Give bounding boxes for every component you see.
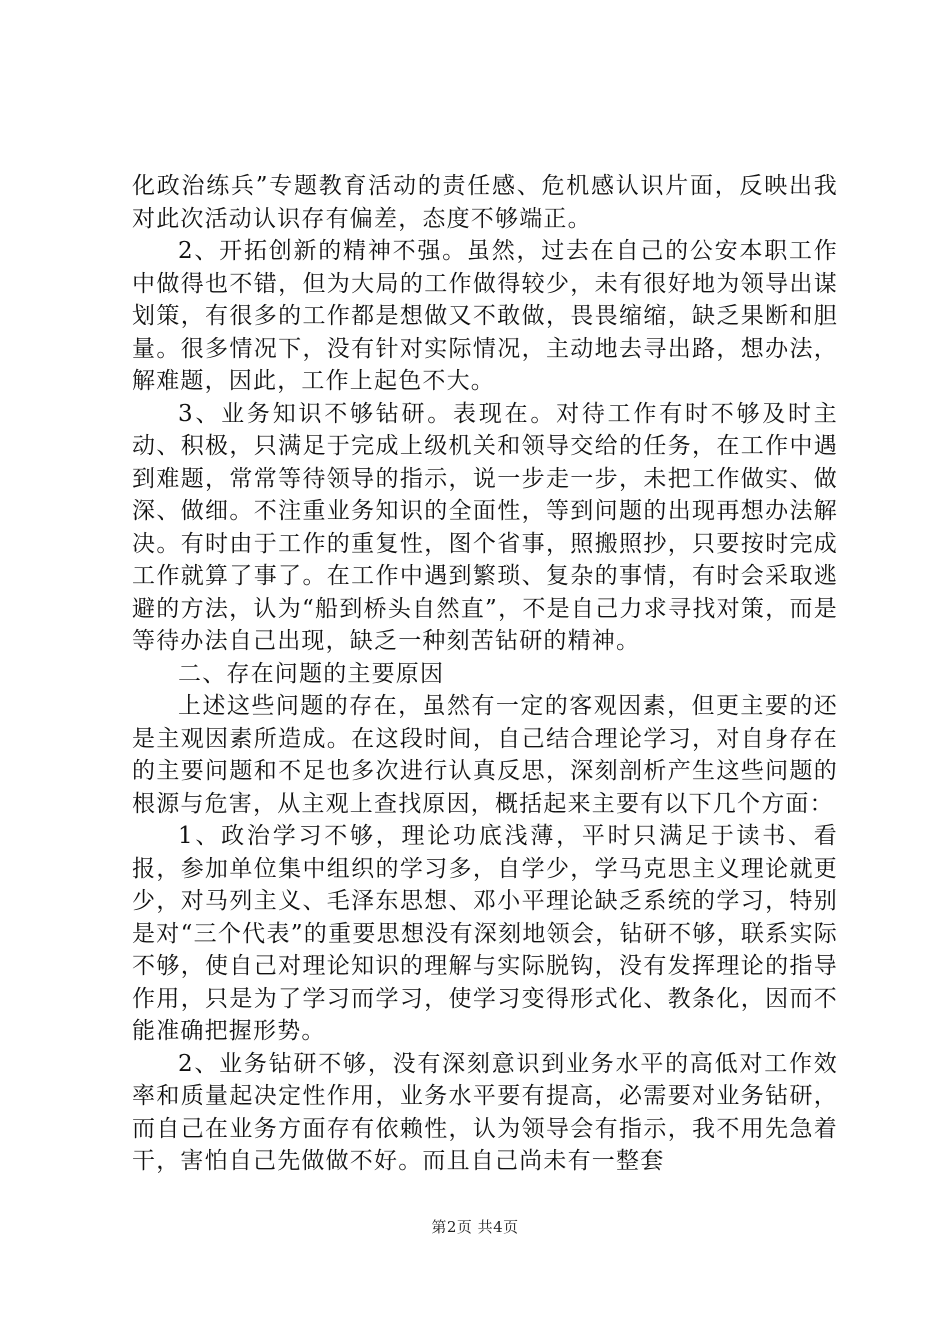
- paragraph-causes-intro: 上述这些问题的存在，虽然有一定的客观因素，但更主要的还是主观因素所造成。在这段时间，自己结合理论学习，对自身存在的主要问题和不足也多次进行认真反思，深刻剖析产生这些问题的根源与危害，从主观上查找原因，概括起来主要有以下几个方面：: [132, 693, 838, 817]
- paragraph-item-3-business-knowledge: 3、业务知识不够钻研。表现在。对待工作有时不够及时主动、积极，只满足于完成上级机关和领导交给的任务，在工作中遇到难题，常常等待领导的指示，说一步走一步，未把工作做实、做深、做细。不注重业务知识的全面性，等到问题的出现再想办法解决。有时由于工作的重复性，图个省事，照搬照抄，只要按时完成工作就算了事了。在工作中遇到繁琐、复杂的事情，有时会采取逃避的方法，认为“船到桥头自然直”，不是自己力求寻找对策，而是等待办法自己出现，缺乏一种刻苦钻研的精神。: [132, 400, 838, 654]
- document-body: [132, 170, 838, 1178]
- paragraph-item-2-innovation: 2、开拓创新的精神不强。虽然，过去在自己的公安本职工作中做得也不错，但为大局的工作做得较少，未有很好地为领导出谋划策，有很多的工作都是想做又不敢做，畏畏缩缩，缺乏果断和胆量。很多情况下，没有针对实际情况，主动地去寻出路，想办法，解难题，因此，工作上起色不大。: [132, 238, 838, 394]
- section-heading-main-causes: 二、存在问题的主要原因: [178, 660, 445, 687]
- page-footer: [0, 1216, 950, 1237]
- paragraph-cause-2-business-study: 2、业务钻研不够，没有深刻意识到业务水平的高低对工作效率和质量起决定性作用，业务水平要有提高，必需要对业务钻研，而自己在业务方面存有依赖性，认为领导会有指示，我不用先急着干，害怕自己先做做不好。而且自己尚未有一整套: [132, 1050, 838, 1174]
- page-number-label: 第2页 共4页: [431, 1218, 519, 1236]
- paragraph-continuation: 化政治练兵”专题教育活动的责任感、危机感认识片面，反映出我对此次活动认识存有偏差，态度不够端正。: [132, 173, 838, 232]
- paragraph-cause-1-political-study: 1、政治学习不够，理论功底浅薄，平时只满足于读书、看报，参加单位集中组织的学习多，自学少，学马克思主义理论就更少，对马列主义、毛泽东思想、邓小平理论缺乏系统的学习，特别是对“三个代表”的重要思想没有深刻地领会，钻研不够，联系实际不够，使自己对理论知识的理解与实际脱钩，没有发挥理论的指导作用，只是为了学习而学习，使学习变得形式化、教条化，因而不能准确把握形势。: [132, 823, 838, 1044]
